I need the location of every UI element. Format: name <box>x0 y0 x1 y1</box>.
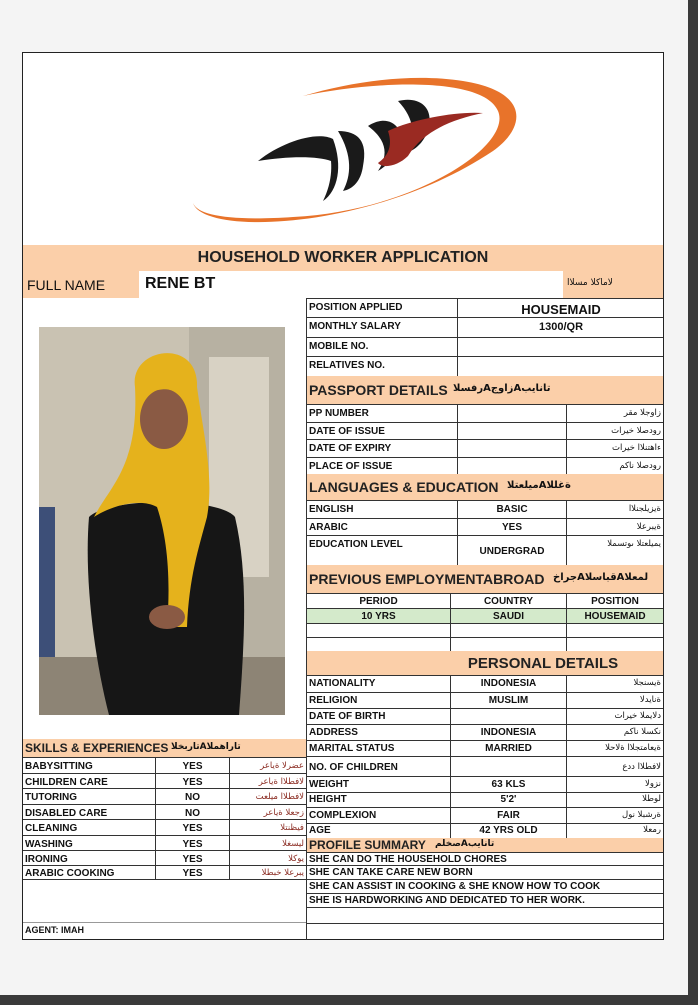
place-of-issue-label: PLACE OF ISSUE <box>309 461 393 472</box>
weight-value: 63 KLS <box>491 779 526 790</box>
no-of-children-arabic: لافطلاا ددع <box>622 762 661 772</box>
religion-label: RELIGION <box>309 695 358 706</box>
skill-washing-label: WASHING <box>25 839 73 850</box>
full-name-value: RENE BT <box>145 275 216 292</box>
skill-arabic-cooking-value: YES <box>182 868 203 879</box>
skill-cleaning-label: CLEANING <box>25 823 78 834</box>
religion-value: MUSLIM <box>488 695 529 706</box>
date-of-expiry-arabic: ءاهتنلاا خيرات <box>612 443 661 453</box>
monthly-salary-value: 1300/QR <box>538 321 584 333</box>
agent-label: AGENT: IMAH <box>25 925 84 935</box>
applicant-photo <box>39 327 285 715</box>
age-arabic: رمعلا <box>643 825 661 835</box>
weight-label: WEIGHT <box>309 779 349 790</box>
relatives-no-label: RELATIVES NO. <box>309 360 385 371</box>
summary-section-arabic: صخلمAتانايب <box>435 839 495 849</box>
arabic-label: ARABIC <box>309 522 348 533</box>
date-of-birth-label: DATE OF BIRTH <box>309 711 386 722</box>
complexion-value: FAIR <box>497 810 520 821</box>
skill-arabic-cooking-label: ARABIC COOKING <box>25 868 115 879</box>
skill-cleaning-value: YES <box>182 823 203 834</box>
agency-logo <box>183 71 523 231</box>
passport-section-arabic: رفسلاAزاوجAتانايب <box>453 383 551 394</box>
religion-arabic: ةنايدلا <box>639 695 661 705</box>
pp-number-arabic: زاوجلا مقر <box>623 408 661 418</box>
date-of-expiry-label: DATE OF EXPIRY <box>309 443 392 454</box>
employment-country-value: SAUDI <box>492 611 525 622</box>
form-title: HOUSEHOLD WORKER APPLICATION <box>197 249 489 266</box>
employment-position-value: HOUSEMAID <box>584 611 646 622</box>
date-of-birth-arabic: دلايملا خيرات <box>614 711 661 721</box>
skill-washing-value: YES <box>182 839 203 850</box>
height-value: 5'2' <box>500 794 517 805</box>
english-value: BASIC <box>496 504 528 515</box>
application-form <box>22 52 664 940</box>
mobile-no-label: MOBILE NO. <box>309 341 369 352</box>
skill-arabic-cooking-arabic: يبرعلا خبطلا <box>261 868 304 878</box>
skill-ironing-value: YES <box>182 854 203 865</box>
languages-section-title: LANGUAGES & EDUCATION <box>309 479 499 495</box>
address-label: ADDRESS <box>309 727 358 738</box>
skill-children-care-value: YES <box>182 777 203 788</box>
passport-section-title: PASSPORT DETAILS <box>309 382 448 398</box>
employment-header-country: COUNTRY <box>483 596 534 607</box>
skill-tutoring-label: TUTORING <box>25 792 78 803</box>
skill-babysitting-arabic: عضرلا ةياعر <box>260 761 304 771</box>
skill-washing-arabic: ليسغلا <box>282 839 304 849</box>
skill-disabled-care-label: DISABLED CARE <box>25 808 108 819</box>
place-of-issue-arabic: رودصلا ناكم <box>619 461 661 471</box>
employment-header-period: PERIOD <box>359 596 398 607</box>
skill-ironing-arabic: يوكلا <box>288 854 304 864</box>
age-label: AGE <box>309 825 331 836</box>
skill-tutoring-value: NO <box>185 792 200 803</box>
skill-disabled-care-arabic: زجعلا ةياعر <box>263 808 304 818</box>
skill-children-care-arabic: لافطلاا ةياعر <box>258 777 304 787</box>
height-label: HEIGHT <box>309 794 347 805</box>
skill-tutoring-arabic: لافطلاا ميلعت <box>255 792 304 802</box>
employment-header-position: POSITION <box>591 596 639 607</box>
education-level-value: UNDERGRAD <box>479 546 545 557</box>
monthly-salary-label: MONTHLY SALARY <box>309 321 401 332</box>
skills-section-title: SKILLS & EXPERIENCES <box>25 741 169 755</box>
complexion-label: COMPLEXION <box>309 810 377 821</box>
marital-status-label: MARITAL STATUS <box>309 743 395 754</box>
weight-arabic: نزولا <box>644 779 661 789</box>
english-label: ENGLISH <box>309 504 354 515</box>
summary-line-4: SHE IS HARDWORKING AND DEDICATED TO HER WORK. <box>309 895 585 906</box>
skill-babysitting-label: BABYSITTING <box>25 761 93 772</box>
date-of-issue-arabic: رودصلا خيرات <box>611 426 661 436</box>
position-applied-label: POSITION APPLIED <box>309 302 403 313</box>
full-name-label: FULL NAME <box>27 277 106 293</box>
nationality-arabic: ةيسنجلا <box>633 678 661 688</box>
summary-section-title: PROFILE SUMMARY <box>309 838 426 852</box>
skill-children-care-label: CHILDREN CARE <box>25 777 108 788</box>
english-arabic: ةيزيلجنلاا <box>628 504 661 514</box>
marital-status-value: MARRIED <box>485 743 532 754</box>
height-arabic: لوطلا <box>642 794 661 804</box>
window-edge-bottom <box>0 995 698 1005</box>
age-value: 42 YRS OLD <box>479 825 538 836</box>
date-of-issue-label: DATE OF ISSUE <box>309 426 385 437</box>
pp-number-label: PP NUMBER <box>309 408 369 419</box>
nationality-value: INDONESIA <box>480 678 537 689</box>
no-of-children-label: NO. OF CHILDREN <box>309 762 398 773</box>
personal-section-title: PERSONAL DETAILS <box>467 655 619 672</box>
skill-babysitting-value: YES <box>182 761 203 772</box>
marital-status-arabic: ةيعامتجلاا ةلاحلا <box>605 743 661 753</box>
address-value: INDONESIA <box>480 727 537 738</box>
arabic-value: YES <box>501 522 522 533</box>
employment-section-title: PREVIOUS EMPLOYMENTABROAD <box>309 571 545 587</box>
languages-section-arabic: ميلعتلاAةغللا <box>507 480 571 491</box>
education-level-label: EDUCATION LEVEL <box>309 539 403 550</box>
skill-disabled-care-value: NO <box>185 808 200 819</box>
employment-section-arabic: جراخAقباسلاAلمعلا <box>553 572 649 583</box>
summary-line-2: SHE CAN TAKE CARE NEW BORN <box>309 867 473 878</box>
full-name-arabic: لاماكلا مسلاا <box>567 278 613 288</box>
skills-section-arabic: تاربخلاAتاراهملا <box>171 742 241 752</box>
arabic-arabic: ةيبرعلا <box>636 522 661 532</box>
education-level-arabic: يميلعتلا ىوتسملا <box>607 539 661 549</box>
skill-ironing-label: IRONING <box>25 854 68 865</box>
summary-line-1: SHE CAN DO THE HOUSEHOLD CHORES <box>309 854 507 865</box>
employment-period-value: 10 YRS <box>361 611 396 622</box>
nationality-label: NATIONALITY <box>309 678 376 689</box>
address-arabic: نكسلا ناكم <box>623 727 661 737</box>
skill-cleaning-arabic: فيظنتلا <box>280 823 304 833</box>
complexion-arabic: ةرشبلا نول <box>622 810 661 820</box>
summary-line-3: SHE CAN ASSIST IN COOKING & SHE KNOW HOW TO COOK <box>309 881 601 892</box>
position-applied-value: HOUSEMAID <box>521 302 601 317</box>
window-edge-right <box>688 0 698 1005</box>
